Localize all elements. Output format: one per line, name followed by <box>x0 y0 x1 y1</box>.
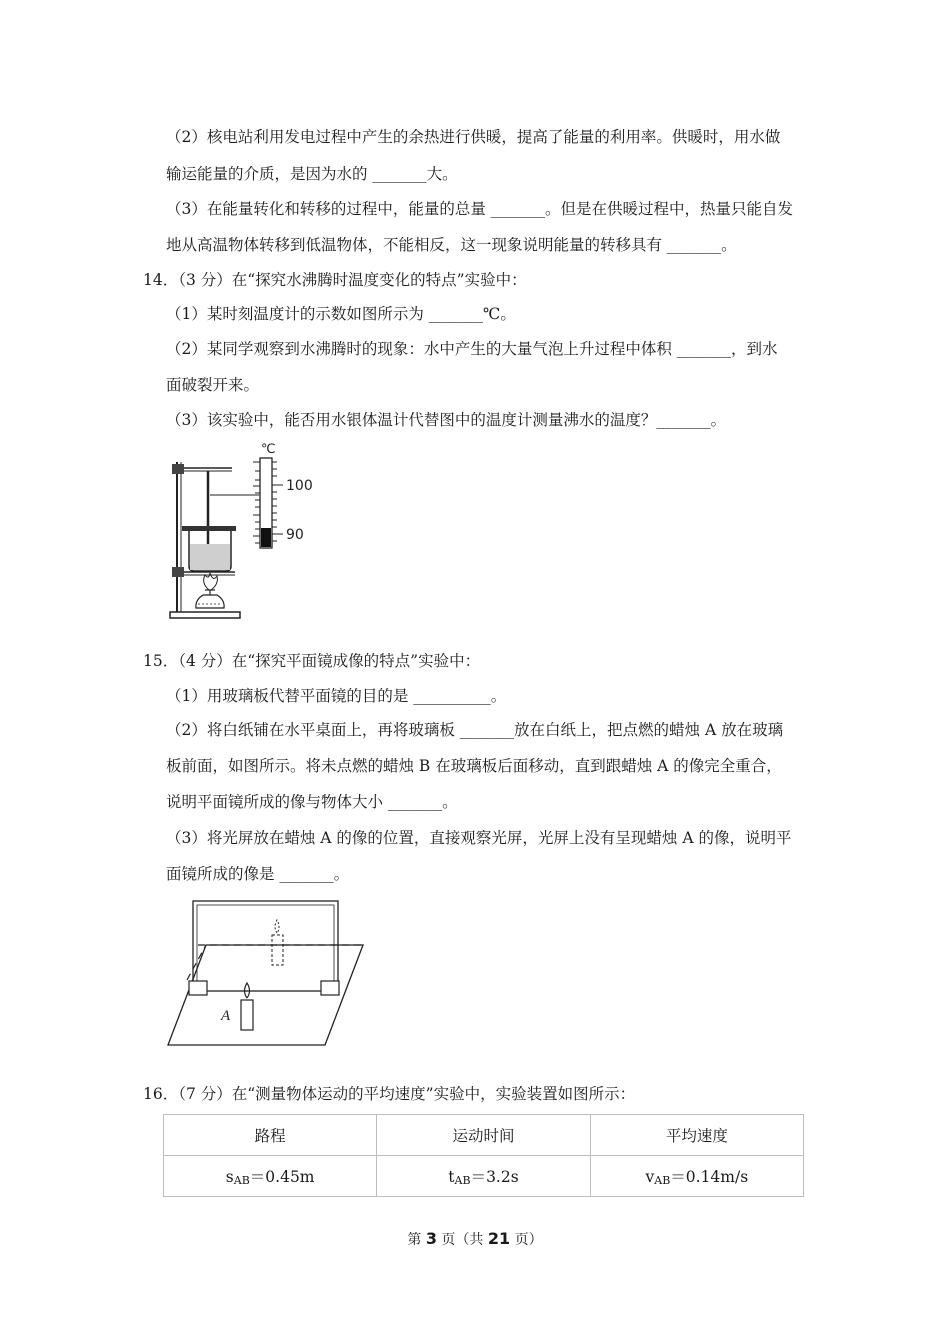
page-number: 3 <box>425 1229 437 1248</box>
q14-part2-line2: 面破裂开来。 <box>166 376 260 394</box>
table-header-cell: 运动时间 <box>377 1115 590 1156</box>
q15-part3-line1: （3）将光屏放在蜡烛 A 的像的位置，直接观察光屏，光屏上没有呈现蜡烛 A 的像，说明平 <box>166 829 792 847</box>
table-header-cell: 路程 <box>164 1115 377 1156</box>
q15-part2-line2: 板前面，如图所示。将未点燃的蜡烛 B 在玻璃板后面移动，直到跟蜡烛 A 的像完全重合， <box>166 757 782 775</box>
table-cell-distance: sAB＝0.45m <box>164 1156 377 1197</box>
speed-data-table <box>163 1114 804 1197</box>
candle-a-label: A <box>221 1008 231 1024</box>
page-total: 21 <box>487 1229 511 1248</box>
table-row <box>164 1156 804 1197</box>
plane-mirror-figure <box>163 895 373 1055</box>
page-footer: 第 3 页（共 21 页） <box>407 1229 543 1248</box>
thermometer-label-90: 90 <box>286 527 304 543</box>
q15-part3-line2: 面镜所成的像是 _______。 <box>166 865 350 883</box>
q15-part2-line3: 说明平面镜所成的像与物体大小 _______。 <box>166 793 458 811</box>
q14-part2-line1: （2）某同学观察到水沸腾时的现象：水中产生的大量气泡上升过程中体积 _______，到水 <box>166 340 778 358</box>
boiling-apparatus-figure <box>165 440 335 620</box>
q13-part2-line1: （2）核电站利用发电过程中产生的余热进行供暖，提高了能量的利用率。供暖时，用水做 <box>166 128 781 146</box>
table-header-cell: 平均速度 <box>590 1115 803 1156</box>
q15-header: 15．（4 分）在“探究平面镜成像的特点”实验中： <box>143 652 481 670</box>
q14-part1: （1）某时刻温度计的示数如图所示为 _______℃。 <box>166 305 516 323</box>
q13-part2-line2: 输运能量的介质，是因为水的 _______大。 <box>166 165 458 183</box>
q16-header: 16．（7 分）在“测量物体运动的平均速度”实验中，实验装置如图所示： <box>143 1085 636 1103</box>
q14-header: 14．（3 分）在“探究水沸腾时温度变化的特点”实验中： <box>143 271 527 289</box>
q14-part3: （3）该实验中，能否用水银体温计代替图中的温度计测量沸水的温度？_______。 <box>166 411 727 429</box>
q15-part1: （1）用玻璃板代替平面镜的目的是 __________。 <box>166 687 507 705</box>
table-header-row <box>164 1115 804 1156</box>
q13-part3-line1: （3）在能量转化和转移的过程中，能量的总量 _______。但是在供暖过程中，热量只能自发 <box>166 200 794 218</box>
q15-part2-line1: （2）将白纸铺在水平桌面上，再将玻璃板 _______放在白纸上，把点燃的蜡烛 A 放在玻璃 <box>166 721 784 739</box>
table-cell-time: tAB＝3.2s <box>377 1156 590 1197</box>
table-cell-speed: vAB＝0.14m/s <box>590 1156 803 1197</box>
thermometer-unit-label: ℃ <box>261 442 276 457</box>
q13-part3-line2: 地从高温物体转移到低温物体，不能相反，这一现象说明能量的转移具有 _______。 <box>166 236 737 254</box>
thermometer-label-100: 100 <box>286 478 313 494</box>
